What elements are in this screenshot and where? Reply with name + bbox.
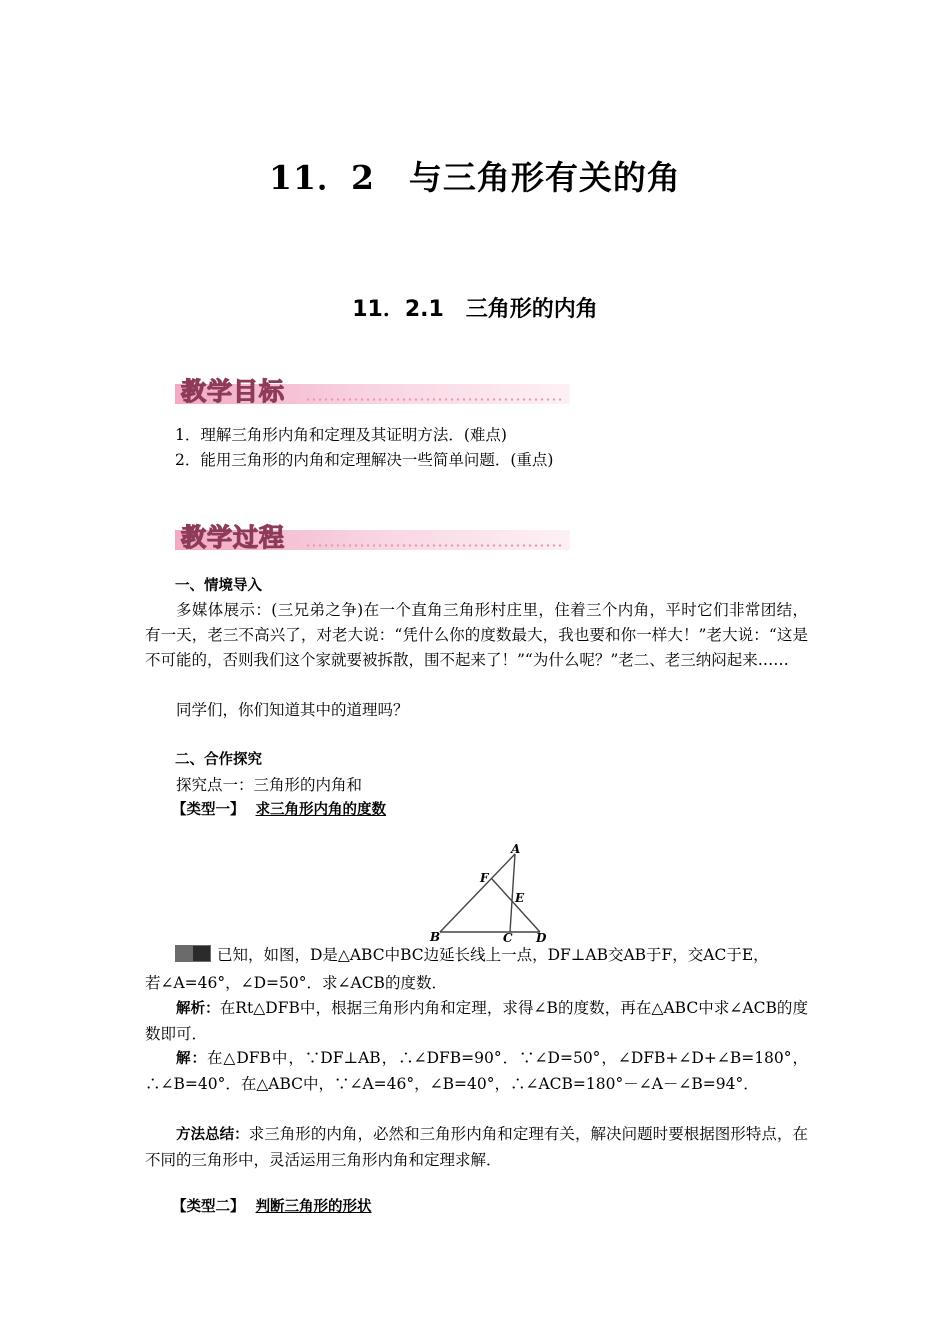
solution-label: 解： — [176, 1051, 207, 1067]
section1-text: 多媒体展示：(三兄弟之争)在一个直角三角形村庄里，住着三个内角，平时它们非常团结，有一天，老三不高兴了，对老大说：“凭什么你的度数最大，我也要和你一样大！”老大说：“这是不可能的，否则我们这个家就要被拆散，围不起来了！”“为什么呢？”老二、老三纳闷起来…… — [145, 601, 808, 669]
example-text-1: 已知，如图，D是△ABC中BC边延长线上一点，DF⊥AB交AB于F，交AC于E， — [217, 946, 769, 964]
label-d: D — [536, 931, 547, 945]
section1-question: 同学们，你们知道其中的道理吗？ — [176, 701, 409, 719]
method-paragraph — [145, 1122, 808, 1173]
type1-bracket: 【类型一】 — [172, 802, 245, 818]
label-f: F — [480, 871, 489, 885]
label-a: A — [511, 842, 521, 856]
analysis-paragraph — [145, 996, 808, 1047]
example-badge-icon — [175, 945, 211, 962]
label-b: B — [430, 930, 441, 944]
process-banner — [175, 518, 570, 554]
solution-text: 在△DFB中，∵DF⊥AB，∴∠DFB=90°．∵∠D=50°，∠DFB+∠D+∠B=180°，∴∠B=40°．在△ABC中，∵∠A=46°，∠B=40°，∴∠ACB=180°－∠A－∠B=94°． — [145, 1049, 808, 1093]
goals-banner — [175, 372, 570, 408]
example-line-2: 若∠A=46°，∠D=50°．求∠ACB的度数． — [145, 974, 447, 992]
method-label: 方法总结： — [176, 1127, 249, 1143]
type1-heading — [172, 798, 837, 823]
section2-heading: 二、合作探究 — [175, 752, 262, 768]
explore-point: 探究点一：三角形的内角和 — [176, 776, 363, 794]
section-subtitle: 11．2.1 三角形的内角 — [352, 297, 598, 322]
triangle-figure — [430, 842, 555, 947]
type2-heading — [172, 1195, 837, 1220]
banner-dots — [305, 398, 565, 401]
goal-item-1: 1．理解三角形内角和定理及其证明方法．(难点) — [175, 426, 507, 444]
section1-heading: 一、情境导入 — [175, 578, 262, 594]
type2-title: 判断三角形的形状 — [255, 1199, 372, 1215]
goal-item-2: 2．能用三角形的内角和定理解决一些简单问题．(重点) — [175, 451, 554, 469]
solution-paragraph — [145, 1046, 808, 1097]
banner-dots — [305, 544, 565, 547]
example-line-1 — [175, 943, 840, 968]
type2-bracket: 【类型二】 — [172, 1199, 245, 1215]
label-c: C — [503, 931, 513, 945]
type1-title: 求三角形内角的度数 — [255, 802, 387, 818]
goals-banner-label: 教学目标 — [181, 377, 286, 406]
analysis-label: 解析： — [176, 1001, 220, 1017]
analysis-text: 在Rt△DFB中，根据三角形内角和定理，求得∠B的度数，再在△ABC中求∠ACB的度数即可． — [145, 999, 809, 1043]
method-text: 求三角形的内角，必然和三角形内角和定理有关，解决问题时要根据图形特点，在不同的三角形中，灵活运用三角形内角和定理求解． — [145, 1125, 808, 1169]
process-banner-label: 教学过程 — [181, 523, 286, 552]
page-title: 11．2 与三角形有关的角 — [269, 158, 681, 197]
label-e: E — [515, 891, 525, 905]
